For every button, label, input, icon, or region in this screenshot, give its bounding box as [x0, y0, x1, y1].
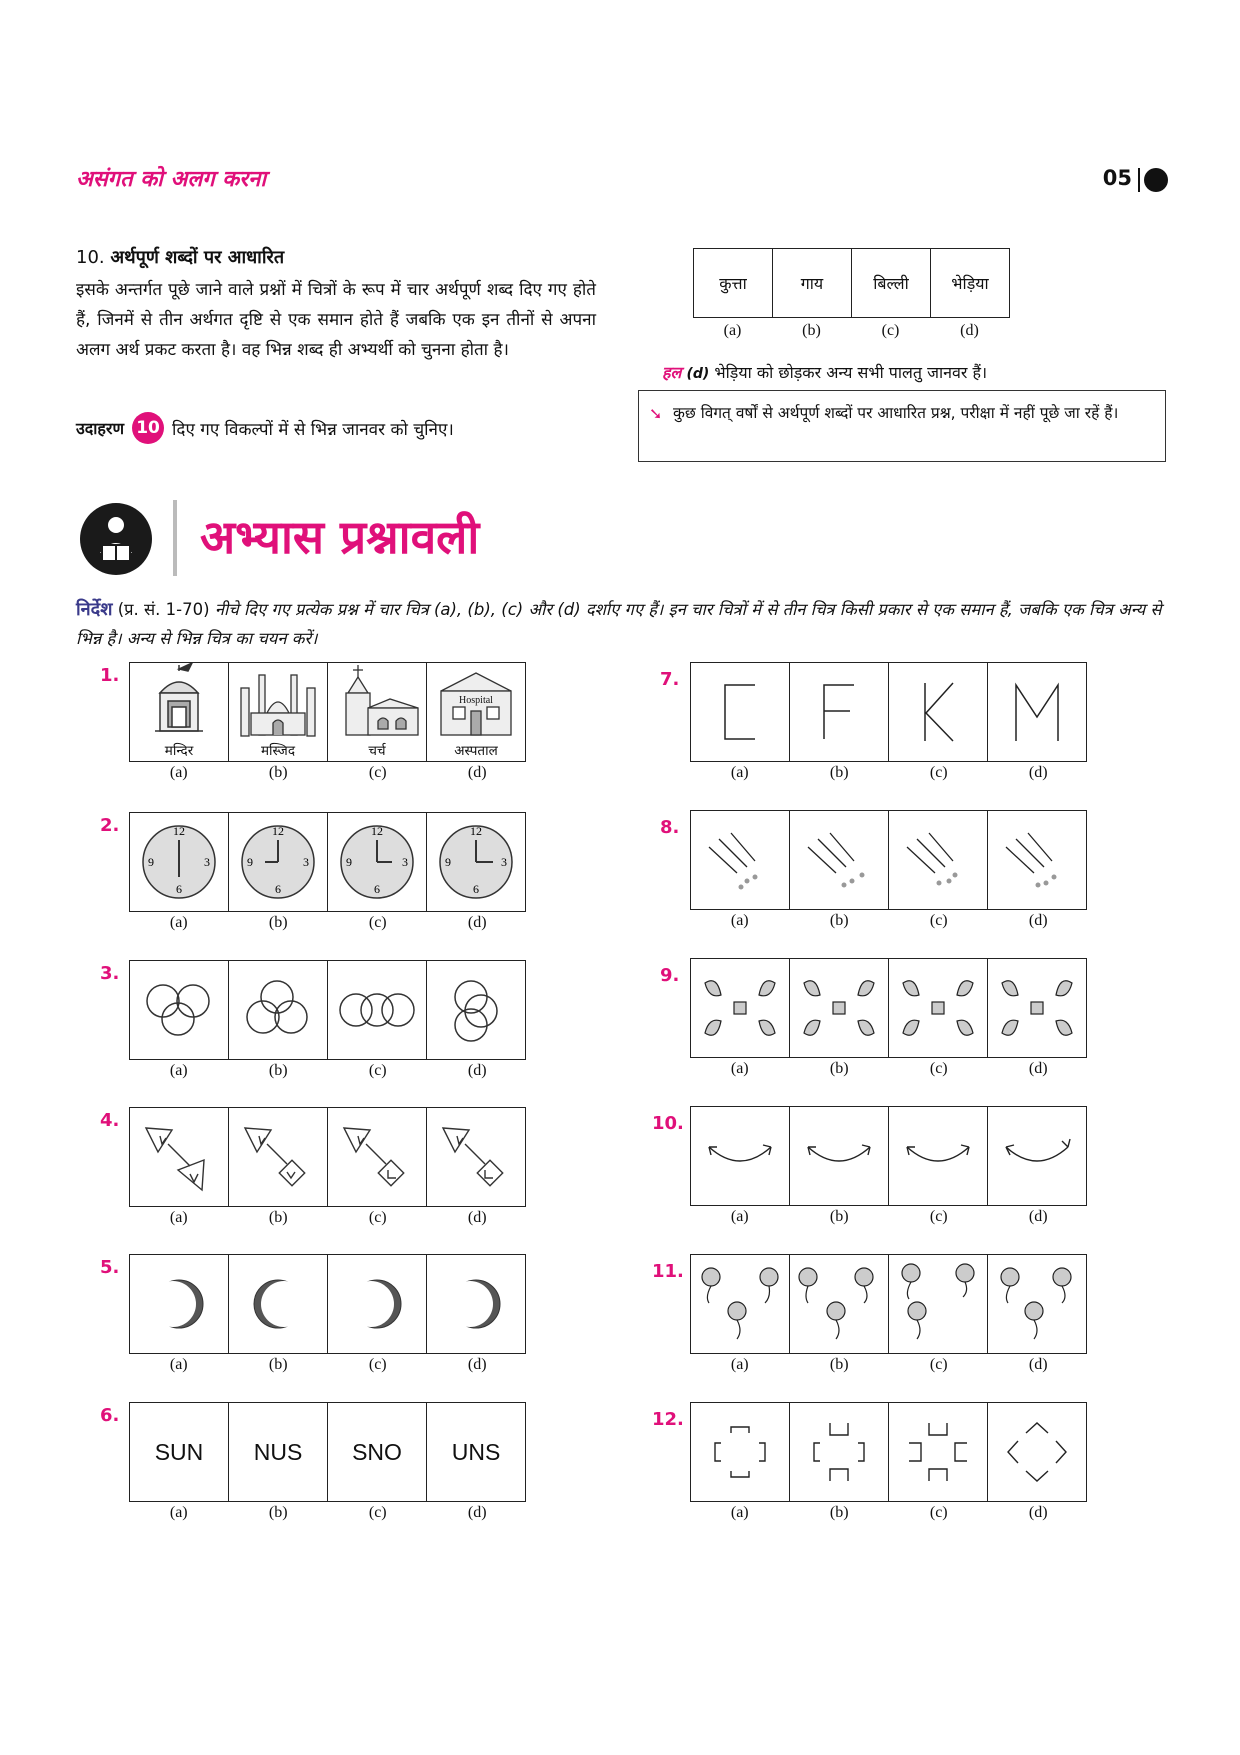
- figure-roses: [691, 1255, 790, 1353]
- clock-numeral: 9: [148, 855, 154, 869]
- option-letter: (d): [467, 1209, 487, 1226]
- figure-arrows: [691, 811, 790, 909]
- practice-title: अभ्यास प्रश्नावली: [200, 510, 480, 564]
- reader-icon: [80, 503, 152, 575]
- figure-roses: [988, 1255, 1086, 1353]
- clock-icon: [427, 813, 525, 911]
- option-letter: (d): [1028, 1208, 1048, 1225]
- figure-clock: [130, 813, 229, 911]
- figure-letter-k: [889, 663, 988, 761]
- directions-label: निर्देश: [76, 599, 113, 620]
- option-letter: (d): [467, 1504, 487, 1521]
- option-letter: (c): [368, 914, 387, 931]
- option-letter: (b): [829, 912, 849, 929]
- clock-numeral: 9: [346, 855, 352, 869]
- figure-brackets: [889, 1403, 988, 1501]
- option-letter: (c): [368, 1062, 387, 1079]
- question-11-figures: [690, 1254, 1087, 1354]
- clock-icon: [229, 813, 327, 911]
- solution-answer: (d): [686, 366, 710, 382]
- option-letter: (d): [1028, 912, 1048, 929]
- option-letter: (c): [929, 764, 948, 781]
- figure-arrows: [988, 811, 1086, 909]
- directions-range: (प्र. सं. 1-70): [117, 600, 210, 619]
- option-letter: (a): [169, 1062, 188, 1079]
- question-10-figures: [690, 1106, 1087, 1206]
- option-letter: (c): [368, 1504, 387, 1521]
- note-box: [638, 390, 1166, 462]
- figure-label: अस्पताल: [454, 743, 498, 759]
- option-letter: (c): [929, 912, 948, 929]
- directions: [76, 595, 1171, 653]
- title-divider: [173, 500, 177, 576]
- question-6-figures: [129, 1402, 526, 1502]
- option-letter: (a): [730, 1356, 749, 1373]
- word-text: SUN: [154, 1438, 204, 1465]
- example-word-table: [693, 248, 1010, 318]
- option-letter: (a): [169, 764, 188, 781]
- example-number-badge: 10: [132, 412, 164, 444]
- option-letters: [129, 764, 527, 782]
- option-letter: (d): [467, 1356, 487, 1373]
- question-number: 8.: [660, 817, 680, 838]
- option-letter: (c): [929, 1504, 948, 1521]
- option-letter: (b): [829, 1060, 849, 1077]
- figure-clock: [229, 813, 328, 911]
- figure-triangles: [328, 1108, 427, 1206]
- option-letters: [129, 1209, 527, 1227]
- question-number: 1.: [100, 665, 120, 686]
- figure-brackets: [988, 1403, 1086, 1501]
- section-title: अर्थपूर्ण शब्दों पर आधारित: [110, 247, 285, 268]
- figure-triangles: [427, 1108, 525, 1206]
- figure-label: मस्जिद: [260, 743, 295, 759]
- question-1-figures: [129, 662, 526, 762]
- option-letter: (b): [268, 914, 288, 931]
- option-letters: [690, 1356, 1088, 1374]
- section-paragraph: इसके अन्तर्गत पूछे जाने वाले प्रश्नों में चित्रों के रूप में चार अर्थपूर्ण शब्द दिए गए होते हैं, जिनमें से तीन अर्थगत दृष्टि से एक समान होते हैं जबकि एक इन तीनों से अपना अलग अर्थ प्रकट करता है। वह भिन्न शब्द ही अभ्यर्थी को चुनना होता है।: [76, 280, 596, 360]
- figure-hospital: [427, 663, 525, 761]
- clock-numeral: 3: [303, 855, 309, 869]
- figure-petals: [790, 959, 889, 1057]
- option-letters: [129, 1356, 527, 1374]
- option-letter: (a): [169, 1504, 188, 1521]
- question-2-figures: [129, 812, 526, 912]
- figure-petals: [988, 959, 1086, 1057]
- question-9-figures: [690, 958, 1087, 1058]
- chapter-title: असंगत को अलग करना: [76, 167, 267, 192]
- option-letter: (c): [929, 1208, 948, 1225]
- figure-church: [328, 663, 427, 761]
- figure-arc: [691, 1107, 790, 1205]
- question-number: 6.: [100, 1405, 120, 1426]
- example-option-letters: [693, 322, 1009, 340]
- option-letter: (a): [730, 1504, 749, 1521]
- option-letters: [690, 1208, 1088, 1226]
- figure-brackets: [790, 1403, 889, 1501]
- clock-numeral: 12: [272, 824, 284, 838]
- figure-letter-c: [691, 663, 790, 761]
- clock-numeral: 12: [173, 824, 185, 838]
- question-5-figures: [129, 1254, 526, 1354]
- option-letter: (b): [802, 322, 821, 339]
- clock-numeral: 3: [402, 855, 408, 869]
- figure-circles: [229, 961, 328, 1059]
- option-letter: (d): [1028, 1504, 1048, 1521]
- clock-numeral: 9: [445, 855, 451, 869]
- figure-temple: [130, 663, 229, 761]
- figure-circles: [328, 961, 427, 1059]
- figure-label: चर्च: [368, 743, 386, 759]
- option-letter: (d): [1028, 764, 1048, 781]
- question-4-figures: [129, 1107, 526, 1207]
- figure-label: मन्दिर: [164, 743, 194, 759]
- option-letters: [690, 1060, 1088, 1078]
- example-label: उदाहरण: [76, 419, 125, 438]
- figure-arc: [889, 1107, 988, 1205]
- question-number: 12.: [652, 1409, 684, 1430]
- clock-numeral: 6: [275, 882, 281, 896]
- option-letter: (b): [268, 1062, 288, 1079]
- option-letter: (d): [1028, 1060, 1048, 1077]
- hospital-sign: Hospital: [459, 695, 493, 706]
- solution-text: भेड़िया को छोड़कर अन्य सभी पालतु जानवर हैं।: [714, 363, 988, 382]
- figure-circles: [130, 961, 229, 1059]
- example-text: दिए गए विकल्पों में से भिन्न जानवर को चुनिए।: [172, 419, 454, 440]
- option-letters: [690, 912, 1088, 930]
- option-letter: (a): [730, 1208, 749, 1225]
- word-cell: भेड़िया: [951, 274, 989, 293]
- option-letter: (a): [169, 1209, 188, 1226]
- figure-arrows: [790, 811, 889, 909]
- figure-letter-m: [988, 663, 1086, 761]
- question-number: 10.: [652, 1113, 684, 1134]
- question-number: 2.: [100, 815, 120, 836]
- clock-numeral: 3: [204, 855, 210, 869]
- option-letter: (c): [368, 1209, 387, 1226]
- figure-brackets: [691, 1403, 790, 1501]
- option-letter: (c): [881, 322, 900, 339]
- clock-icon: [130, 813, 228, 911]
- question-12-figures: [690, 1402, 1087, 1502]
- question-3-figures: [129, 960, 526, 1060]
- figure-moon: [328, 1255, 427, 1353]
- figure-moon: [130, 1255, 229, 1353]
- option-letter: (b): [268, 1356, 288, 1373]
- question-7-figures: [690, 662, 1087, 762]
- figure-moon: [427, 1255, 525, 1353]
- option-letter: (a): [169, 1356, 188, 1373]
- question-number: 5.: [100, 1257, 120, 1278]
- clock-numeral: 3: [501, 855, 507, 869]
- figure-arrows: [889, 811, 988, 909]
- question-number: 3.: [100, 963, 120, 984]
- option-letter: (b): [268, 1209, 288, 1226]
- option-letters: [690, 764, 1088, 782]
- option-letter: (d): [960, 322, 979, 339]
- option-letter: (b): [268, 764, 288, 781]
- figure-petals: [691, 959, 790, 1057]
- option-letters: [129, 914, 527, 932]
- question-number: 4.: [100, 1110, 120, 1131]
- page-dot-icon: [1144, 168, 1168, 192]
- question-number: 9.: [660, 965, 680, 986]
- figure-roses: [889, 1255, 988, 1353]
- figure-clock: [328, 813, 427, 911]
- option-letter: (a): [730, 1060, 749, 1077]
- question-8-figures: [690, 810, 1087, 910]
- question-number: 7.: [660, 669, 680, 690]
- word-cell: बिल्ली: [852, 249, 931, 317]
- option-letter: (b): [268, 1504, 288, 1521]
- option-letter: (a): [169, 914, 188, 931]
- figure-petals: [889, 959, 988, 1057]
- figure-mosque: [229, 663, 328, 761]
- option-letter: (a): [723, 322, 742, 339]
- option-letters: [690, 1504, 1088, 1522]
- section-number: 10.: [76, 247, 105, 268]
- figure-roses: [790, 1255, 889, 1353]
- figure-word: [130, 1403, 229, 1501]
- option-letter: (d): [467, 764, 487, 781]
- option-letter: (c): [368, 764, 387, 781]
- arrow-icon: ➘: [649, 404, 663, 423]
- solution-label: हल: [662, 363, 682, 382]
- clock-numeral: 6: [374, 882, 380, 896]
- option-letter: (b): [829, 1356, 849, 1373]
- figure-word: [427, 1403, 525, 1501]
- word-cell: कुत्ता: [694, 249, 773, 317]
- page-divider: [1138, 168, 1140, 192]
- option-letter: (a): [730, 764, 749, 781]
- figure-word: [328, 1403, 427, 1501]
- option-letter: (d): [467, 1062, 487, 1079]
- clock-numeral: 12: [470, 824, 482, 838]
- option-letter: (d): [467, 914, 487, 931]
- page-number: 05: [1102, 166, 1132, 190]
- option-letters: [129, 1504, 527, 1522]
- option-letter: (d): [1028, 1356, 1048, 1373]
- word-text: NUS: [253, 1438, 303, 1465]
- figure-triangles: [130, 1108, 229, 1206]
- option-letter: (b): [829, 1208, 849, 1225]
- figure-circles: [427, 961, 525, 1059]
- example: [76, 412, 454, 444]
- option-letter: (b): [829, 1504, 849, 1521]
- figure-clock: [427, 813, 525, 911]
- directions-text: नीचे दिए गए प्रत्येक प्रश्न में चार चित्र (a), (b), (c) और (d) दर्शाए गए हैं। इन चार चित्रों में से तीन चित्र किसी प्रकार से एक समान हैं, जबकि एक चित्र अन्य से भिन्न है। अन्य से भिन्न चित्र का चयन करें।: [76, 600, 1162, 648]
- solution: [662, 361, 987, 383]
- note-text: कुछ विगत् वर्षों से अर्थपूर्ण शब्दों पर आधारित प्रश्न, परीक्षा में नहीं पूछे जा रहें हैं।: [673, 404, 1119, 422]
- clock-icon: [328, 813, 426, 911]
- figure-arc: [790, 1107, 889, 1205]
- section-heading: [76, 245, 284, 269]
- figure-word: [229, 1403, 328, 1501]
- option-letter: (a): [730, 912, 749, 929]
- clock-numeral: 12: [371, 824, 383, 838]
- word-text: SNO: [352, 1438, 402, 1465]
- word-text: UNS: [451, 1438, 501, 1465]
- option-letter: (c): [929, 1060, 948, 1077]
- option-letter: (c): [368, 1356, 387, 1373]
- figure-triangles: [229, 1108, 328, 1206]
- word-cell: गाय: [773, 249, 852, 317]
- figure-letter-f: [790, 663, 889, 761]
- option-letter: (c): [929, 1356, 948, 1373]
- option-letters: [129, 1062, 527, 1080]
- clock-numeral: 6: [473, 882, 479, 896]
- figure-arc: [988, 1107, 1086, 1205]
- figure-moon: [229, 1255, 328, 1353]
- clock-numeral: 9: [247, 855, 253, 869]
- option-letter: (b): [829, 764, 849, 781]
- clock-numeral: 6: [176, 882, 182, 896]
- question-number: 11.: [652, 1261, 684, 1282]
